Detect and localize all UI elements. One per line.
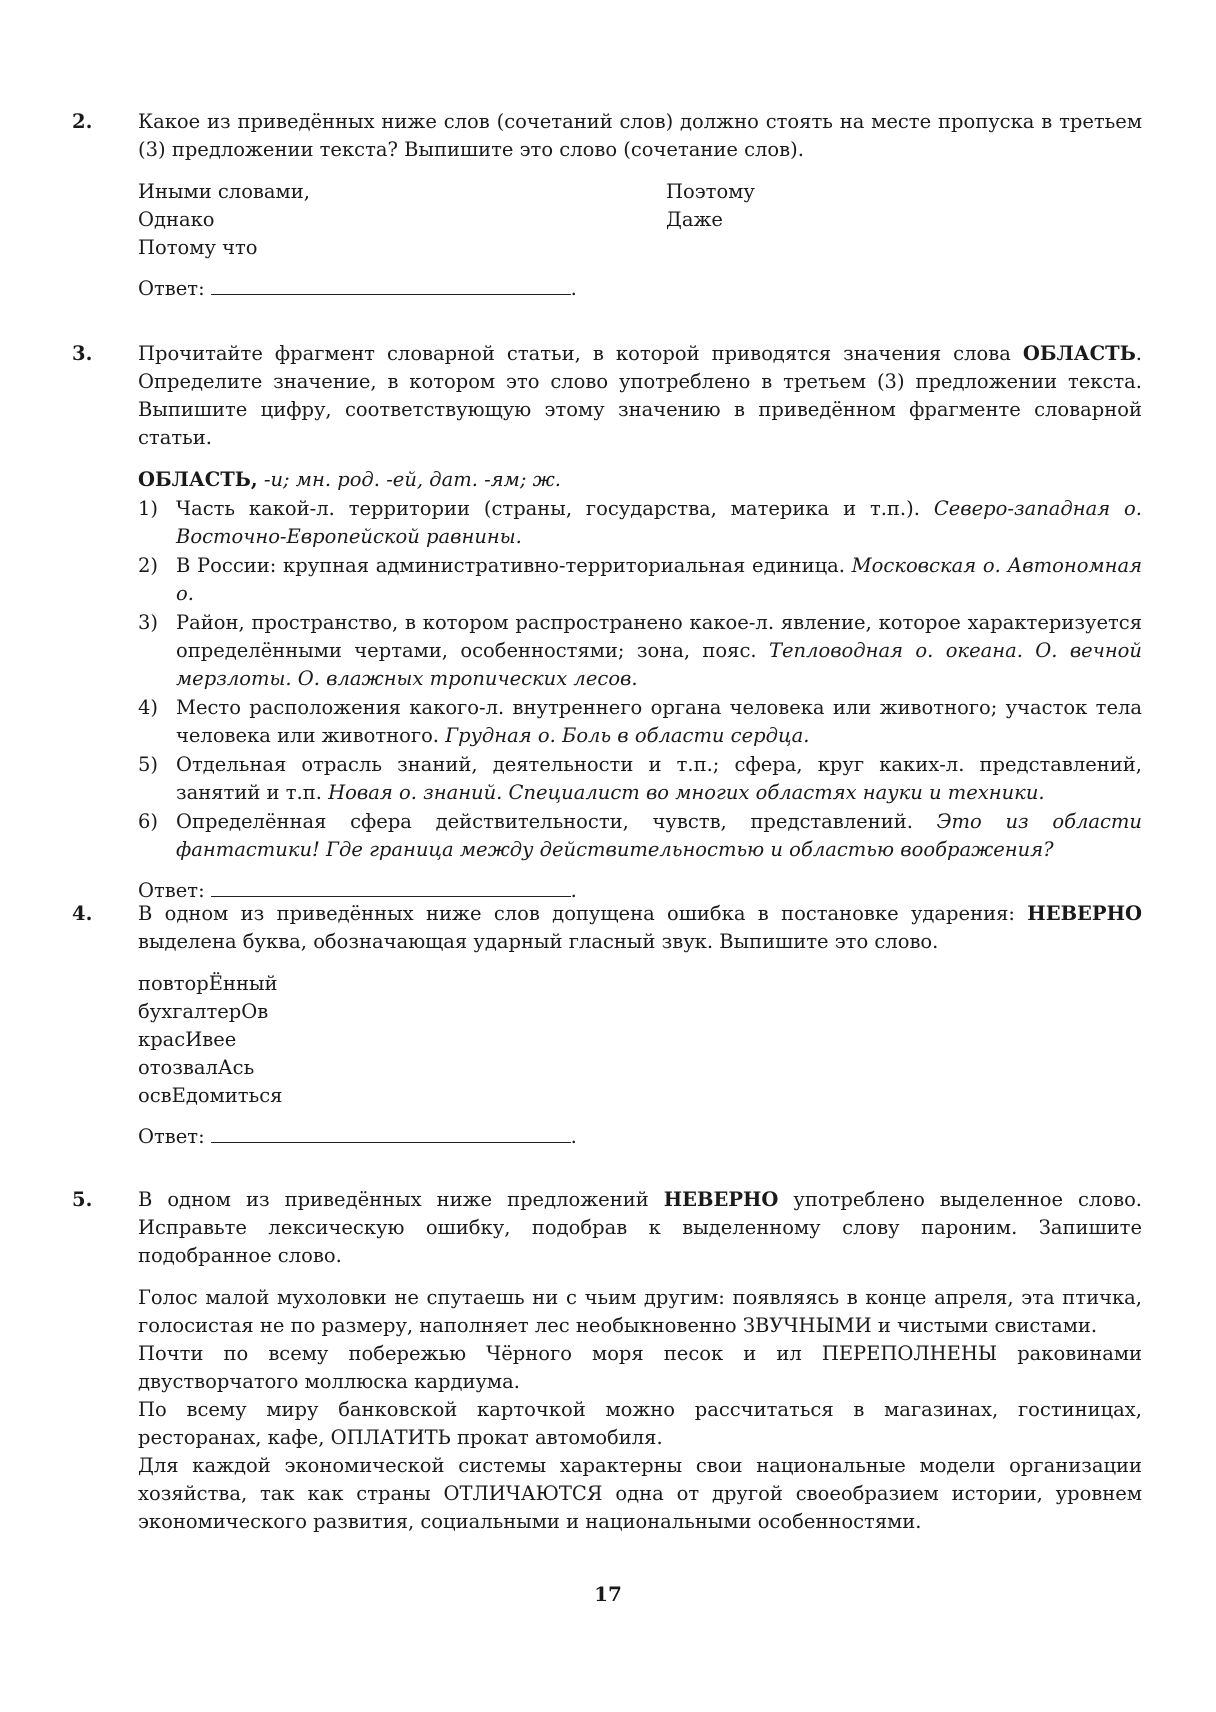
option: Иными словами, xyxy=(138,180,310,203)
entry-grammar: -и; мн. род. -ей, дат. -ям; ж. xyxy=(257,468,561,491)
options xyxy=(138,178,1142,262)
meaning-number: 6) xyxy=(138,810,159,833)
question-text: В одном из приведённых ниже предложений xyxy=(138,1188,664,1211)
question-text: употреблено выделенное слово. Исправьте лексическую ошибку, подобрав к выделенному слову пароним. Запишите подобранное слово. xyxy=(138,1188,1143,1267)
answer-row xyxy=(138,1122,1142,1151)
word-item: повторЁнный xyxy=(138,972,278,995)
meaning-item xyxy=(138,751,1142,807)
meaning-text: Район, пространство, в котором распространено какое-л. явление, которое характеризуется определёнными чертами, особенностями; зона, пояс. xyxy=(176,611,1142,662)
options-right xyxy=(666,178,755,234)
task-question xyxy=(138,900,1142,956)
task-5 xyxy=(72,1186,1142,1536)
meanings-list xyxy=(138,495,1142,864)
answer-label: Ответ: xyxy=(138,277,205,300)
entry-head xyxy=(138,466,1142,494)
sentence: Для каждой экономической системы характерны свои национальные модели организации хозяйства, так как страны ОТЛИЧАЮТСЯ одна от другой своеобразием истории, уровнем экономического развития, социальными и национальными особенностями. xyxy=(138,1454,1142,1533)
word-item: освЕдомиться xyxy=(138,1084,283,1107)
answer-row xyxy=(138,274,1142,303)
meaning-number: 3) xyxy=(138,611,159,634)
answer-input[interactable] xyxy=(211,876,571,897)
task-number: 5. xyxy=(72,1188,93,1211)
task-question xyxy=(138,1186,1142,1270)
sentence: По всему миру банковской карточкой можно рассчитаться в магазинах, гостиницах, ресторанах, кафе, ОПЛАТИТЬ прокат автомобиля. xyxy=(138,1398,1142,1449)
question-text: выделена буква, обозначающая ударный гласный звук. Выпишите это слово. xyxy=(138,930,939,953)
question-text: . Определите значение, в котором это слово употреблено в третьем (3) предложении текста. Выпишите цифру, соответствующую этому значению в приведённом фрагменте словарной статьи. xyxy=(138,342,1142,449)
meaning-example: Московская о. Автономная о. xyxy=(176,554,1142,605)
meaning-text: Определённая сфера действительности, чувств, представлений. xyxy=(176,810,937,833)
word-item: бухгалтерОв xyxy=(138,1000,269,1023)
answer-period: . xyxy=(570,879,577,902)
meaning-example: Новая о. знаний. Специалист во многих областях науки и техники. xyxy=(328,781,1045,804)
task-4 xyxy=(72,900,1142,1151)
task-number: 3. xyxy=(72,342,93,365)
meaning-number: 2) xyxy=(138,554,159,577)
meaning-text: Место расположения какого-л. внутреннего органа человека или животного; участок тела человека или животного. xyxy=(176,696,1142,747)
meaning-item xyxy=(138,808,1142,864)
meaning-number: 4) xyxy=(138,696,159,719)
question-keyword: ОБЛАСТЬ xyxy=(1022,342,1136,365)
word-item: отозвалАсь xyxy=(138,1056,255,1079)
answer-input[interactable] xyxy=(211,1122,571,1143)
meaning-example: Это из области фантастики! Где граница между действительностью и областью воображения? xyxy=(176,810,1142,861)
meaning-text: Часть какой-л. территории (страны, государства, материка и т.п.). xyxy=(176,497,934,520)
task-2 xyxy=(72,108,1142,303)
question-text: Прочитайте фрагмент словарной статьи, в которой приводятся значения слова xyxy=(138,342,1023,365)
option: Даже xyxy=(666,208,723,231)
options-left xyxy=(138,178,310,262)
answer-period: . xyxy=(570,1125,577,1148)
option: Поэтому xyxy=(666,180,755,203)
meaning-number: 5) xyxy=(138,753,159,776)
option: Потому что xyxy=(138,236,258,259)
answer-period: . xyxy=(570,277,577,300)
meaning-item xyxy=(138,495,1142,551)
meaning-item xyxy=(138,609,1142,693)
page-number: 17 xyxy=(594,1582,622,1606)
meaning-example: Северо-западная о. Восточно-Европейской равнины. xyxy=(176,497,1142,548)
word-list xyxy=(138,970,1142,1110)
sentence: Почти по всему побережью Чёрного моря песок и ил ПЕРЕПОЛНЕНЫ раковинами двустворчатого моллюска кардиума. xyxy=(138,1342,1142,1393)
meaning-text: В России: крупная административно-территориальная единица. xyxy=(176,554,852,577)
meaning-example: Тепловодная о. океана. О. вечной мерзлоты. О. влажных тропических лесов. xyxy=(176,639,1142,690)
meaning-example: Грудная о. Боль в области сердца. xyxy=(445,724,810,747)
task-3 xyxy=(72,340,1142,905)
answer-label: Ответ: xyxy=(138,1125,205,1148)
answer-input[interactable] xyxy=(211,274,571,295)
question-keyword: НЕВЕРНО xyxy=(663,1188,779,1211)
answer-label: Ответ: xyxy=(138,879,205,902)
question-text: В одном из приведённых ниже слов допущена ошибка в постановке ударения: xyxy=(138,902,1028,925)
meaning-text: Отдельная отрасль знаний, деятельности и т.п.; сфера, круг каких-л. представлений, занятий и т.п. xyxy=(176,753,1142,804)
entry-word: ОБЛАСТЬ, xyxy=(138,468,258,491)
task-question xyxy=(138,340,1142,452)
word-item: красИвее xyxy=(138,1028,237,1051)
option: Однако xyxy=(138,208,215,231)
sentence: Голос малой мухоловки не спутаешь ни с чьим другим: появляясь в конце апреля, эта птичка, голосистая не по размеру, наполняет лес необыкновенно ЗВУЧНЫМИ и чистыми свистами. xyxy=(138,1286,1142,1337)
task-number: 2. xyxy=(72,110,93,133)
meaning-number: 1) xyxy=(138,497,159,520)
sentence-list xyxy=(138,1284,1142,1536)
meaning-item xyxy=(138,552,1142,608)
dictionary-entry xyxy=(138,466,1142,864)
meaning-item xyxy=(138,694,1142,750)
task-number: 4. xyxy=(72,902,93,925)
task-question: Какое из приведённых ниже слов (сочетаний слов) должно стоять на месте пропуска в третьем (3) предложении текста? Выпишите это слово (сочетание слов). xyxy=(138,110,1142,161)
question-keyword: НЕВЕРНО xyxy=(1027,902,1142,925)
